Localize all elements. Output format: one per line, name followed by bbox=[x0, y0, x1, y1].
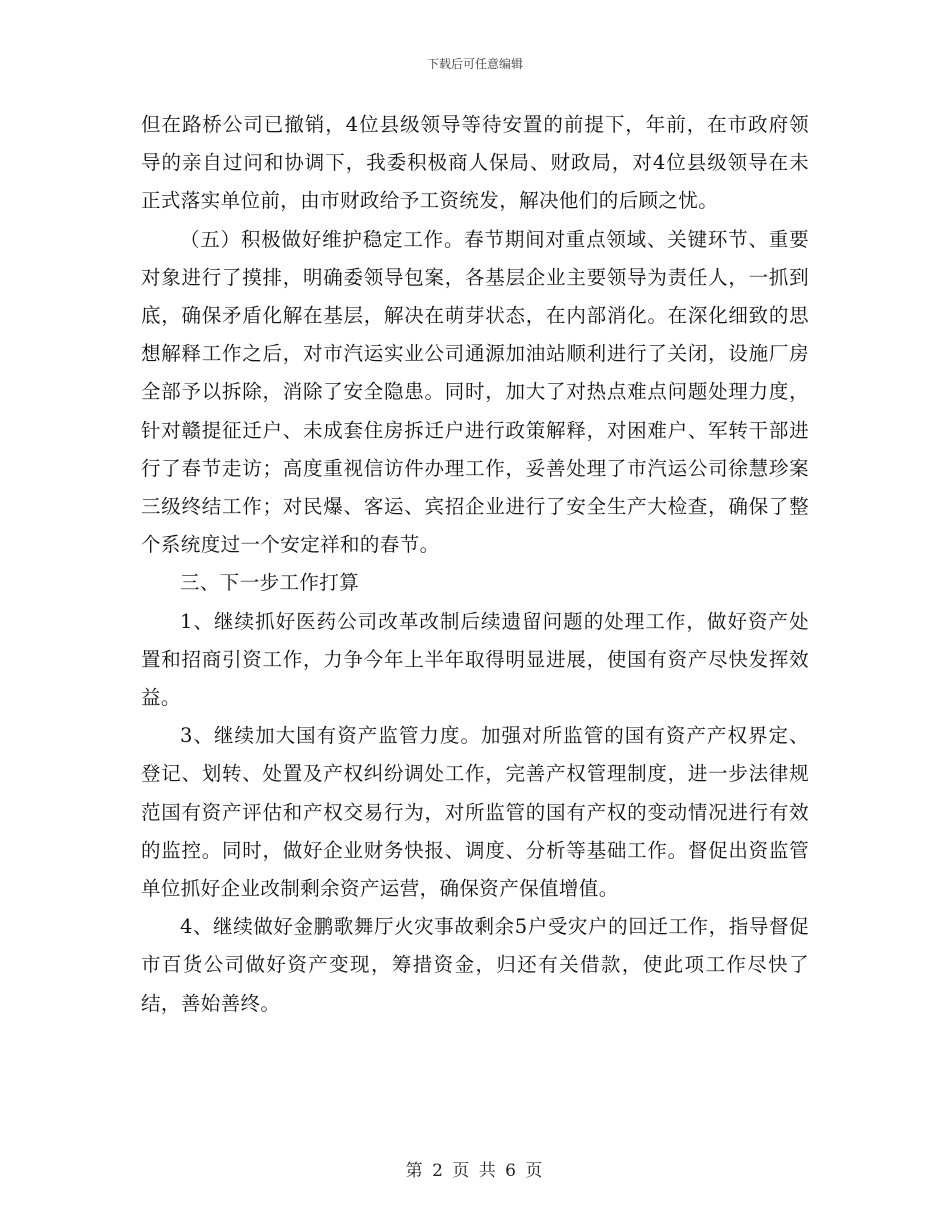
paragraph-continuation: 但在路桥公司已撤销，4位县级领导等待安置的前提下，年前，在市政府领导的亲自过问和协调下，我委积极商人保局、财政局，对4位县级领导在未正式落实单位前，由市财政给予工资统发，解决他们的后顾之忧。 bbox=[141, 113, 809, 213]
paragraph-item-4: 4、继续做好金鹏歌舞厅火灾事故剩余5户受灾户的回迁工作，指导督促市百货公司做好资产变现，筹措资金，归还有关借款，使此项工作尽快了结，善始善终。 bbox=[141, 915, 809, 1015]
paragraph-item-3: 3、继续加大国有资产监管力度。加强对所监管的国有资产产权界定、登记、划转、处置及产权纠纷调处工作，完善产权管理制度，进一步法律规范国有资产评估和产权交易行为，对所监管的国有产权的变动情况进行有效的监控。同时，做好企业财务快报、调度、分析等基础工作。督促出资监管单位抓好企业改制剩余资产运营，确保资产保值增值。 bbox=[141, 724, 809, 901]
paragraph-item-1: 1、继续抓好医药公司改革改制后续遗留问题的处理工作，做好资产处置和招商引资工作，力争今年上半年取得明显进展，使国有资产尽快发挥效益。 bbox=[141, 609, 809, 710]
page-number-footer: 第 2 页 共 6 页 bbox=[405, 1161, 545, 1181]
paragraph-stability-work: （五）积极做好维护稳定工作。春节期间对重点领域、关键环节、重要对象进行了摸排，明确委领导包案，各基层企业主要领导为责任人，一抓到底，确保矛盾化解在基层，解决在萌芽状态，在内部消化。在深化细致的思想解释工作之后，对市汽运实业公司通源加油站顺利进行了关闭，设施厂房全部予以拆除，消除了安全隐患。同时，加大了对热点难点问题处理力度，针对赣提征迁户、未成套住房拆迁户进行政策解释，对困难户、军转干部进行了春节走访；高度重视信访件办理工作，妥善处理了市汽运公司徐慧珍案三级终结工作；对民爆、客运、宾招企业进行了安全生产大检查，确保了整个系统度过一个安定祥和的春节。 bbox=[141, 227, 809, 557]
section-heading-next-steps: 三、下一步工作打算 bbox=[180, 571, 360, 595]
document-body bbox=[141, 106, 809, 1023]
page-header-note: 下载后可任意编辑 bbox=[426, 57, 523, 71]
